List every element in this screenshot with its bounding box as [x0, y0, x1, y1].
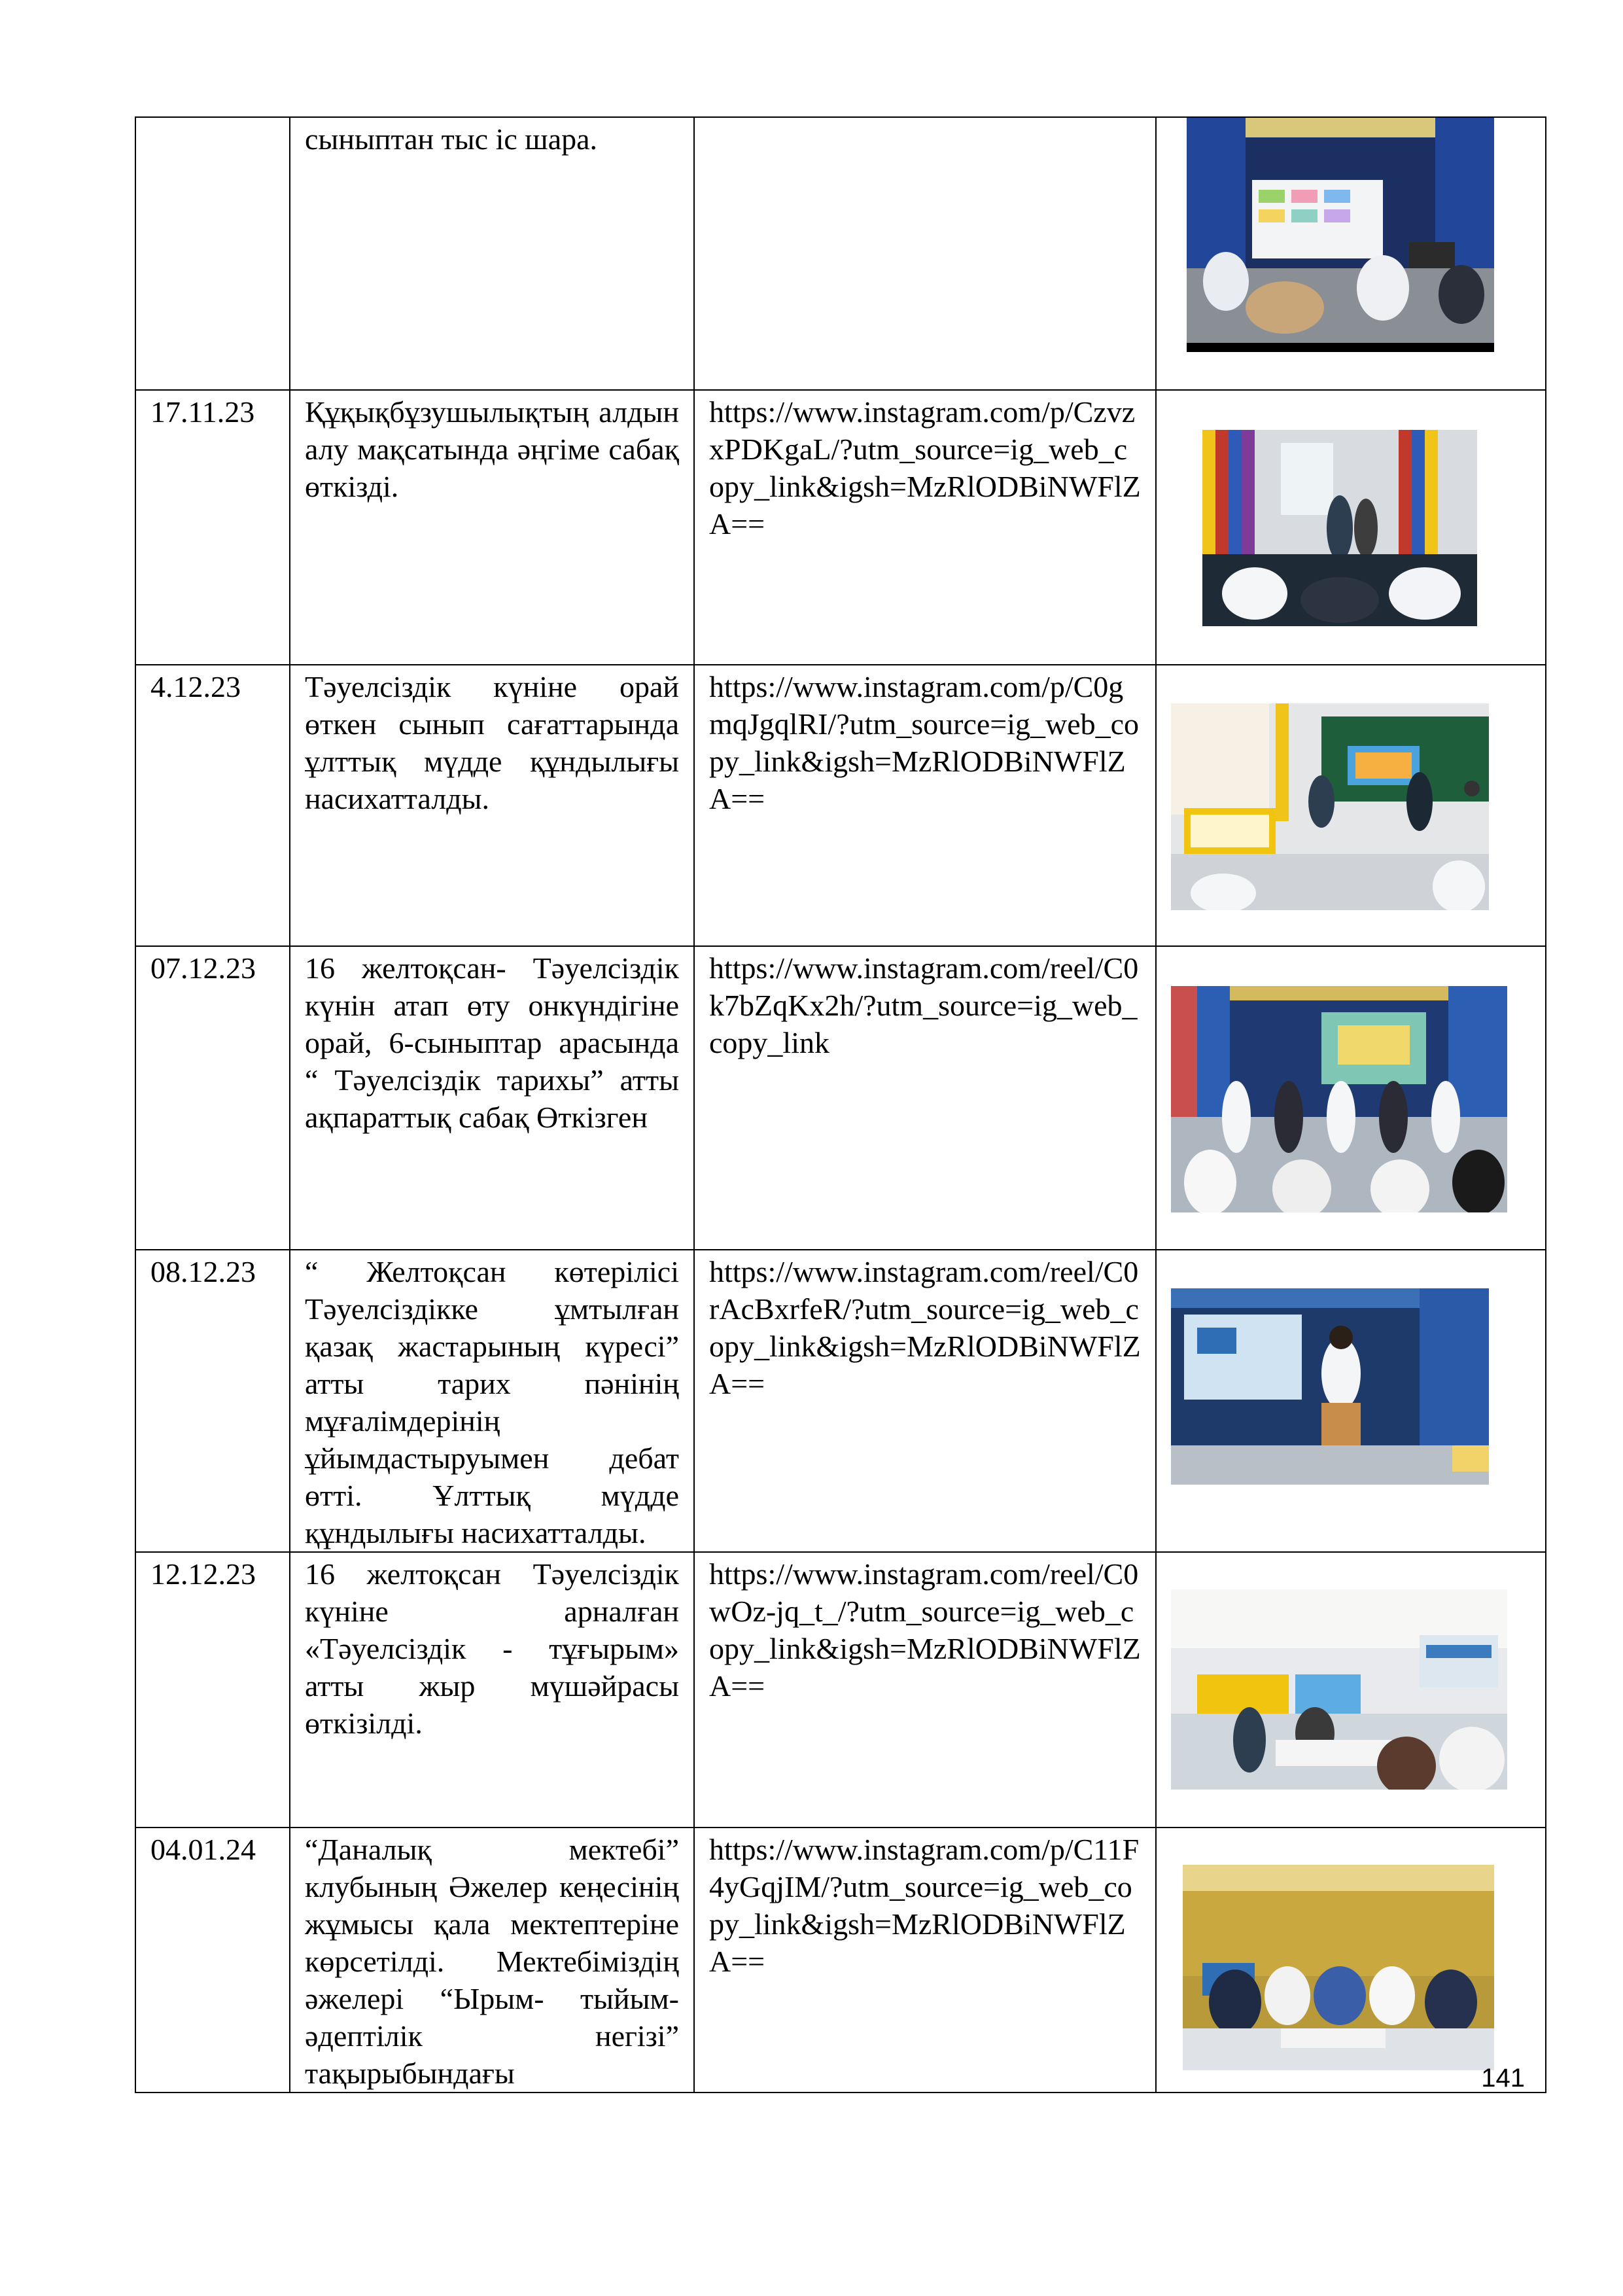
photo-cell [1156, 946, 1546, 1250]
table-row [135, 1250, 1546, 1552]
date-cell: 04.01.24 [135, 1828, 290, 2093]
event-photo-debate [1171, 1288, 1489, 1485]
table-row [135, 117, 1546, 390]
date-cell: 4.12.23 [135, 665, 290, 946]
link-cell: https://www.instagram.com/reel/C0k7bZqKx2h/?utm_source=ig_web_copy_link [694, 946, 1156, 1250]
page-number: 141 [1481, 2064, 1525, 2093]
photo-cell [1156, 1828, 1546, 2093]
link-cell: https://www.instagram.com/p/C0gmqJgqlRI/?utm_source=ig_web_copy_link&igsh=MzRlODBiNWFlZA== [694, 665, 1156, 946]
event-photo-classroom [1171, 703, 1489, 910]
photo-cell [1156, 117, 1546, 390]
table-row [135, 390, 1546, 665]
table-row [135, 1552, 1546, 1828]
event-photo-poetry [1171, 1589, 1507, 1790]
description-cell: “Даналық мектебі” клубының Әжелер кеңесінің жұмысы қала мектептеріне көрсетілді. Мектебіміздің әжелері “Ырым- тыйым- әдептілік негізі” тақырыбындағы [290, 1828, 694, 2093]
date-cell: 08.12.23 [135, 1250, 290, 1552]
date-cell: 17.11.23 [135, 390, 290, 665]
events-table [135, 116, 1546, 2093]
photo-cell [1156, 665, 1546, 946]
link-cell [694, 117, 1156, 390]
link-cell: https://www.instagram.com/reel/C0rAcBxrfeR/?utm_source=ig_web_copy_link&igsh=MzRlODBiNWFlZA== [694, 1250, 1156, 1552]
description-cell: Құқықбұзушылықтың алдын алу мақсатында әңгіме сабақ өткізді. [290, 390, 694, 665]
event-photo-classroom [1202, 430, 1477, 626]
date-cell: 12.12.23 [135, 1552, 290, 1828]
description-cell: Тәуелсіздік күніне орай өткен сынып сағаттарында ұлттық мүдде құндылығы насихатталды. [290, 665, 694, 946]
table-row [135, 665, 1546, 946]
table-row [135, 946, 1546, 1250]
date-cell [135, 117, 290, 390]
event-photo-group [1183, 1865, 1494, 2070]
event-photo-classroom [1187, 118, 1494, 352]
link-cell: https://www.instagram.com/p/C11F4yGqjIM/?utm_source=ig_web_copy_link&igsh=MzRlODBiNWFlZA== [694, 1828, 1156, 2093]
date-cell: 07.12.23 [135, 946, 290, 1250]
link-cell: https://www.instagram.com/reel/C0wOz-jq_t_/?utm_source=ig_web_copy_link&igsh=MzRlODBiNWFlZA== [694, 1552, 1156, 1828]
description-cell: “ Желтоқсан көтерілісі Тәуелсіздікке ұмтылған қазақ жастарының күресі” атты тарих пәнінің мұғалімдерінің ұйымдастыруымен дебат өтті. Ұлттық мүдде құндылығы насихатталды. [290, 1250, 694, 1552]
description-cell: 16 желтоқсан Тәуелсіздік күніне арналған «Тәуелсіздік - тұғырым» атты жыр мүшәйрасы өткізілді. [290, 1552, 694, 1828]
description-cell: сыныптан тыс іс шара. [290, 117, 694, 390]
photo-cell [1156, 390, 1546, 665]
table-row [135, 1828, 1546, 2093]
event-photo-assembly [1171, 986, 1507, 1212]
description-cell: 16 желтоқсан- Тәуелсіздік күнін атап өту онкүндігіне орай, 6-сыныптар арасында “ Тәуелсіздік тарихы” атты ақпараттық сабақ Өткізген [290, 946, 694, 1250]
photo-cell [1156, 1250, 1546, 1552]
photo-cell [1156, 1552, 1546, 1828]
link-cell: https://www.instagram.com/p/CzvzxPDKgaL/?utm_source=ig_web_copy_link&igsh=MzRlODBiNWFlZA== [694, 390, 1156, 665]
